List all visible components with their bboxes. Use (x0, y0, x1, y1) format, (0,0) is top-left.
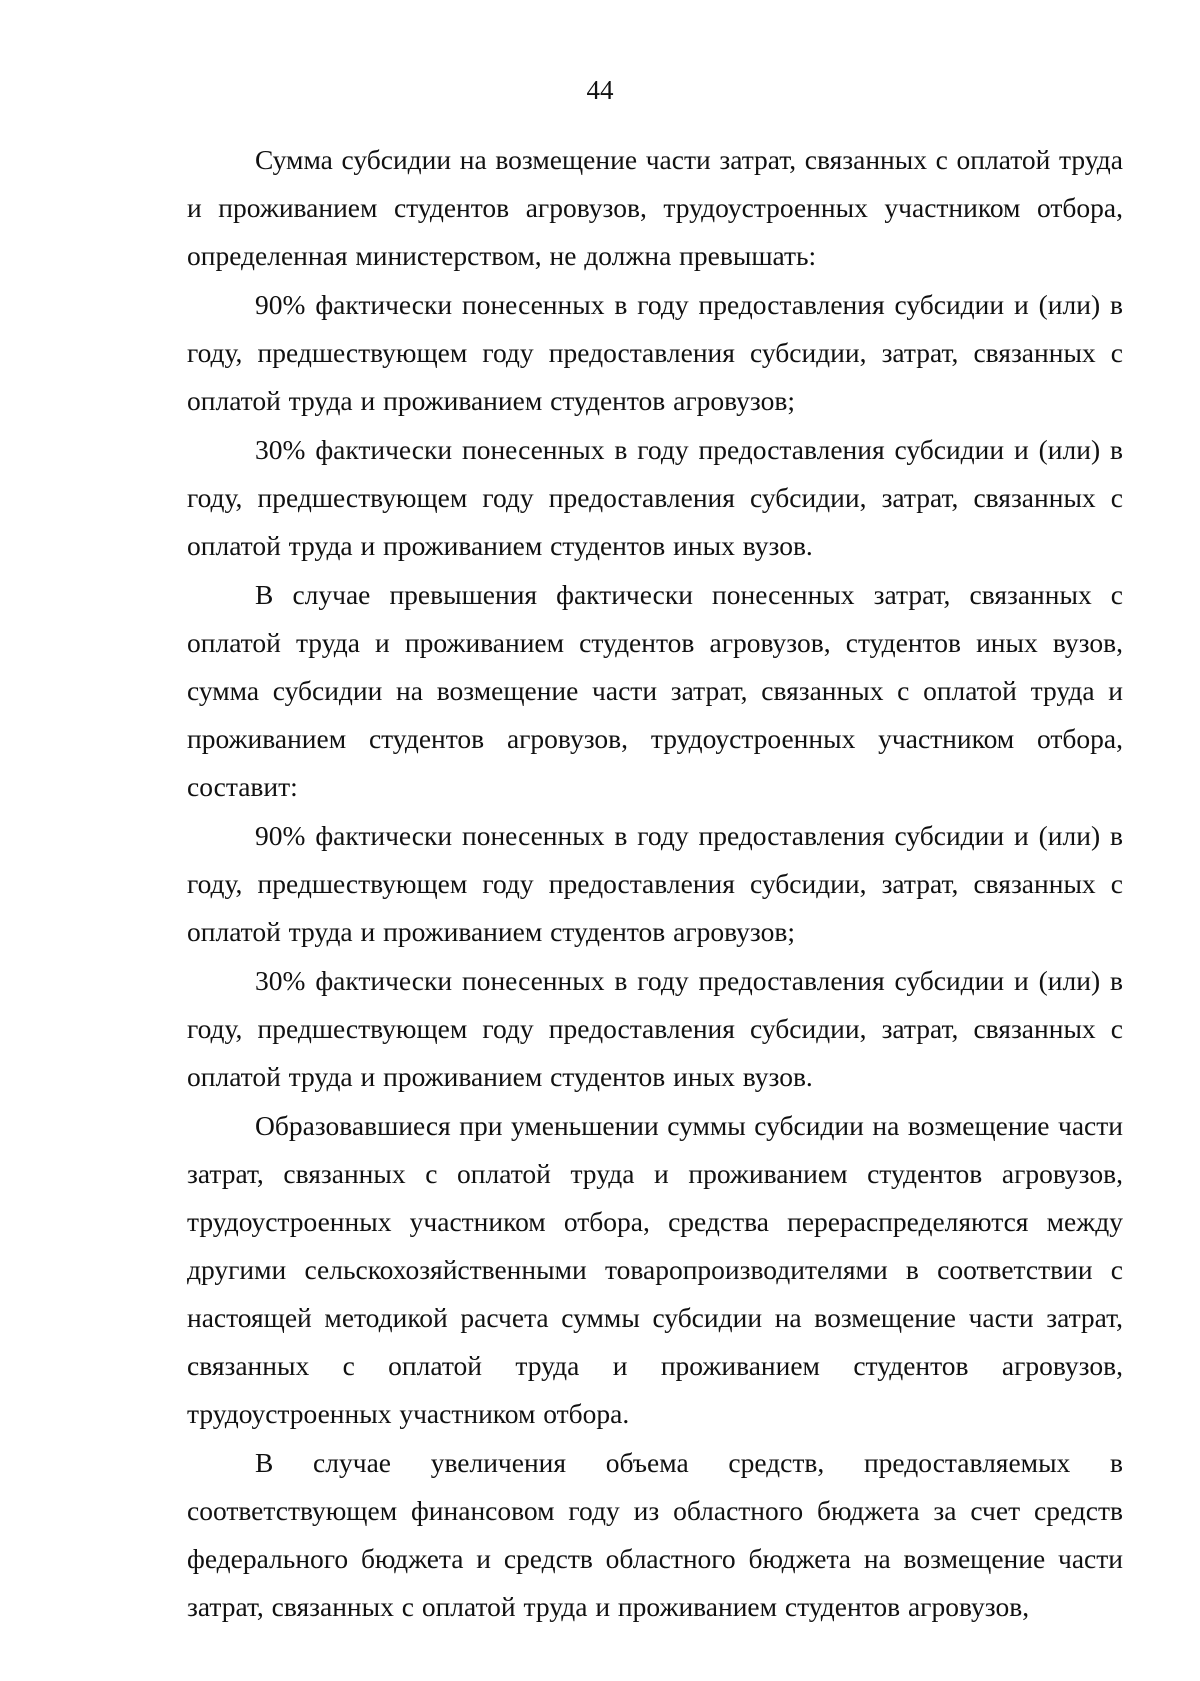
paragraph-redistribution: Образовавшиеся при уменьшении суммы субсидии на возмещение части затрат, связанных с оплатой труда и проживанием студентов агровузов, трудоустроенных участником отбора, средства перераспределяются между другими сельскохозяйственными товаропроизводителями в соответствии с настоящей методикой расчета суммы субсидии на возмещение части затрат, связанных с оплатой труда и проживанием студентов агровузов, трудоустроенных участником отбора. (187, 1110, 1123, 1429)
document-body (187, 136, 1123, 1631)
paragraph-limit-other-students: 30% фактически понесенных в году предоставления субсидии и (или) в году, предшествующем году предоставления субсидии, затрат, связанных с оплатой труда и проживанием студентов иных вузов. (187, 434, 1123, 561)
paragraph-excess-other-students: 30% фактически понесенных в году предоставления субсидии и (или) в году, предшествующем году предоставления субсидии, затрат, связанных с оплатой труда и проживанием студентов иных вузов. (187, 965, 1123, 1092)
paragraph-increase-case: В случае увеличения объема средств, предоставляемых в соответствующем финансовом году из областного бюджета за счет средств федерального бюджета и средств областного бюджета на возмещение части затрат, связанных с оплатой труда и проживанием студентов агровузов, (187, 1447, 1123, 1622)
paragraph-limit-agro-students: 90% фактически понесенных в году предоставления субсидии и (или) в году, предшествующем году предоставления субсидии, затрат, связанных с оплатой труда и проживанием студентов агровузов; (187, 289, 1123, 416)
paragraph-subsidy-limit-intro: Сумма субсидии на возмещение части затрат, связанных с оплатой труда и проживанием студентов агровузов, трудоустроенных участником отбора, определенная министерством, не должна превышать: (187, 144, 1123, 271)
paragraph-excess-agro-students: 90% фактически понесенных в году предоставления субсидии и (или) в году, предшествующем году предоставления субсидии, затрат, связанных с оплатой труда и проживанием студентов агровузов; (187, 820, 1123, 947)
page-number: 44 (586, 75, 614, 105)
paragraph-excess-case: В случае превышения фактически понесенных затрат, связанных с оплатой труда и проживанием студентов агровузов, студентов иных вузов, сумма субсидии на возмещение части затрат, связанных с оплатой труда и проживанием студентов агровузов, трудоустроенных участником отбора, составит: (187, 579, 1123, 802)
